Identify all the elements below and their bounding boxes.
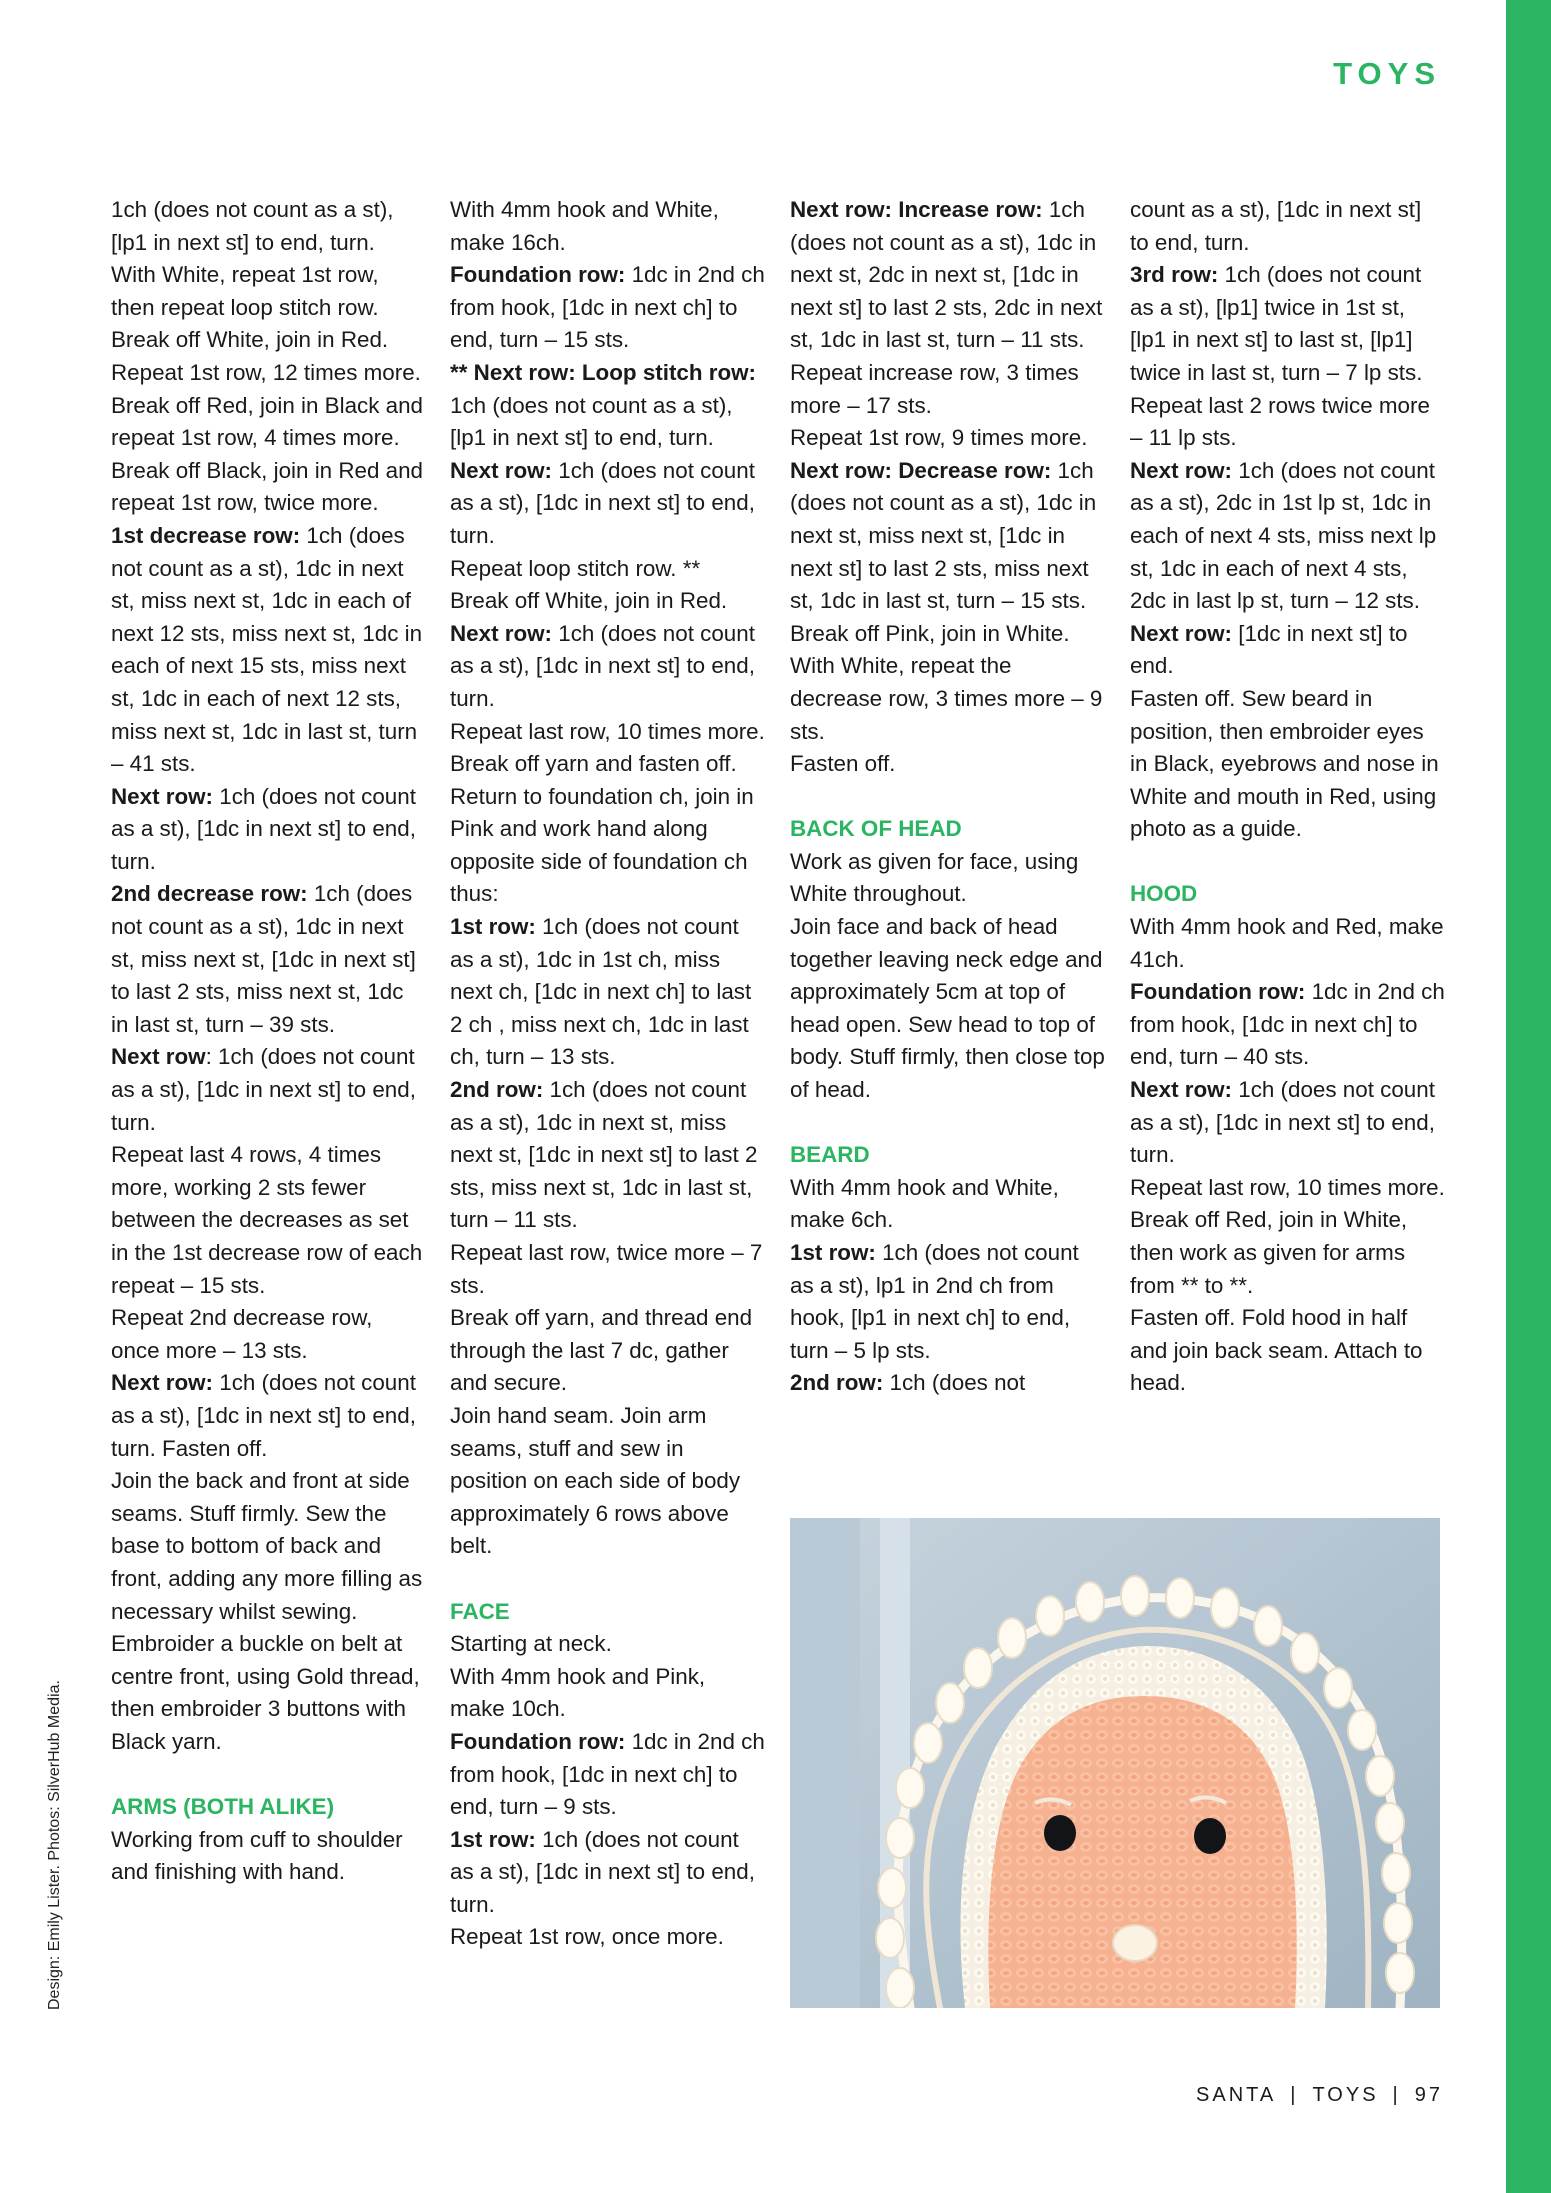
paragraph: Break off Red, join in White, then work as given for arms from ** to **. [1130, 1207, 1408, 1298]
paragraph: Starting at neck. [450, 1631, 612, 1657]
row-label: Next row: [1130, 1077, 1233, 1103]
paragraph: With 4mm hook and White, make 16ch. [450, 197, 719, 255]
row-label: Foundation row: [450, 262, 626, 288]
row-label: Next row: [1130, 620, 1233, 646]
paragraph: Return to foundation ch, join in Pink and work hand along opposite side of foundation ch thus: [450, 783, 754, 907]
instruction-row: Next row: 1ch (does not count as a st), [1dc in next st] to end, turn. [111, 783, 416, 874]
footer-separator: | [1392, 2084, 1401, 2106]
paragraph: Working from cuff to shoulder and finishing with hand. [111, 1826, 403, 1885]
paragraph: Fasten off. Fold hood in half and join back seam. Attach to head. [1130, 1305, 1423, 1396]
paragraph: With White, repeat the decrease row, 3 times more – 9 sts. [790, 653, 1103, 744]
paragraph: Break off White, join in Red. [450, 588, 728, 614]
instruction-row: Next row: Increase row: 1ch (does not count as a st), 1dc in next st, 2dc in next st, [1dc in next st] to last 2 sts, 2dc in next st, 1dc in last st, turn – 11 sts. [790, 197, 1103, 353]
paragraph: Repeat last 4 rows, 4 times more, working 2 sts fewer between the decreases as set in the 1st decrease row of each repeat – 15 sts. [111, 1142, 423, 1298]
paragraph: With 4mm hook and Red, make 41ch. [1130, 914, 1444, 972]
text-column-4 [1130, 194, 1446, 1400]
page-footer [1196, 2084, 1443, 2107]
instruction-row: Next row: 1ch (does not count as a st), [1dc in next st] to end, turn. [111, 1044, 416, 1135]
instruction-row: 2nd row: 1ch (does not [790, 1370, 1026, 1396]
subheading-face: FACE [450, 1598, 510, 1624]
instruction-row: Next row: [1dc in next st] to end. [1130, 620, 1408, 679]
paragraph: Join the back and front at side seams. Stuff firmly. Sew the base to bottom of back and front, adding any more filling as necessary whilst sewing. Embroider a buckle on belt at centre front, using Gold thread, then embroider 3 buttons with Black yarn. [111, 1468, 423, 1754]
paragraph: Break off yarn and fasten off. [450, 751, 737, 777]
paragraph: Repeat 1st row, 9 times more. [790, 425, 1088, 451]
instruction-row: Next row: 1ch (does not count as a st), [1dc in next st] to end, turn. [450, 620, 755, 711]
paragraph: Work as given for face, using White throughout. [790, 848, 1079, 907]
text-column-3 [790, 194, 1108, 1400]
row-label: 2nd row: [450, 1077, 544, 1103]
paragraph: With 4mm hook and Pink, make 10ch. [450, 1663, 706, 1722]
instruction-row: Foundation row: 1dc in 2nd ch from hook, [1dc in next ch] to end, turn – 9 sts. [450, 1728, 765, 1820]
paragraph: Repeat 1st row, 12 times more. [111, 359, 421, 385]
subheading-hood: HOOD [1130, 881, 1198, 907]
paragraph: Break off yarn, and thread end through the last 7 dc, gather and secure. [450, 1305, 753, 1396]
instruction-row: 1st row: 1ch (does not count as a st), 1dc in 1st ch, miss next ch, [1dc in next ch] to last 2 ch , miss next ch, 1dc in last ch, turn – 13 sts. [450, 914, 752, 1070]
paragraph: 1ch (does not count as a st), [lp1 in next st] to end, turn. [111, 197, 394, 255]
row-label: 1st row: [450, 914, 536, 940]
instruction-row: Next row: Decrease row: 1ch (does not count as a st), 1dc in next st, miss next st, [1dc in next st] to last 2 sts, miss next st, 1dc in last st, turn – 15 sts. [790, 457, 1097, 614]
subheading-back-of-head: BACK OF HEAD [790, 816, 962, 842]
paragraph: Fasten off. [790, 751, 896, 777]
row-label: 2nd decrease row: [111, 881, 308, 907]
paragraph: Repeat last 2 rows twice more – 11 lp sts. [1130, 392, 1430, 451]
santa-face-photo [790, 1518, 1440, 2008]
text-column-2 [450, 194, 766, 1954]
footer-section: TOYS [1312, 2084, 1379, 2106]
subheading-beard: BEARD [790, 1142, 870, 1168]
paragraph: Break off White, join in Red. [111, 327, 389, 353]
paragraph: Repeat 1st row, once more. [450, 1924, 724, 1950]
paragraph: Repeat last row, 10 times more. [1130, 1174, 1445, 1200]
subheading-arms: ARMS (BOTH ALIKE) [111, 1794, 335, 1820]
row-label: Next row: [450, 620, 553, 646]
paragraph: Repeat 2nd decrease row, once more – 13 sts. [111, 1305, 373, 1363]
paragraph: Repeat increase row, 3 times more – 17 sts. [790, 359, 1079, 418]
row-label: ** Next row: Loop stitch row: [450, 359, 757, 385]
instruction-row: 2nd row: 1ch (does not count as a st), 1dc in next st, miss next st, [1dc in next st] to last 2 sts, miss next st, 1dc in last st, turn – 11 sts. [450, 1077, 758, 1233]
paragraph: Join hand seam. Join arm seams, stuff and sew in position on each side of body approximately 6 rows above belt. [450, 1402, 741, 1559]
paragraph: Fasten off. Sew beard in position, then embroider eyes in Black, eyebrows and nose in White and mouth in Red, using photo as a guide. [1130, 685, 1439, 842]
paragraph: Join face and back of head together leaving neck edge and approximately 5cm at top of head open. Sew head to top of body. Stuff firmly, then close top of head. [790, 914, 1105, 1103]
instruction-row: Next row: 1ch (does not count as a st), [1dc in next st] to end, turn. [450, 457, 755, 548]
instruction-row: Next row: 1ch (does not count as a st), [1dc in next st] to end, turn. Fasten off. [111, 1370, 416, 1461]
paragraph: Repeat loop stitch row. ** [450, 555, 701, 581]
instruction-row: 3rd row: 1ch (does not count as a st), [lp1] twice in 1st st, [lp1 in next st] to last st, [lp1] twice in last st, turn – 7 lp sts. [1130, 262, 1423, 385]
row-label: 1st decrease row: [111, 522, 301, 548]
row-label: 2nd row: [790, 1370, 884, 1396]
instruction-row: ** Next row: Loop stitch row: 1ch (does not count as a st), [lp1 in next st] to end, turn. [450, 359, 757, 451]
instruction-row: 1st row: 1ch (does not count as a st), [1dc in next st] to end, turn. [450, 1826, 755, 1917]
text-column-1 [111, 194, 427, 1889]
instruction-row: Foundation row: 1dc in 2nd ch from hook, [1dc in next ch] to end, turn – 15 sts. [450, 262, 765, 353]
paragraph: Repeat last row, twice more – 7 sts. [450, 1240, 763, 1298]
instruction-row: Next row: 1ch (does not count as a st), [1dc in next st] to end, turn. [1130, 1077, 1435, 1168]
accent-side-bar [1506, 0, 1551, 2193]
row-label: Foundation row: [1130, 979, 1306, 1005]
instruction-row: Next row: 1ch (does not count as a st), 2dc in 1st lp st, 1dc in each of next 4 sts, miss next lp st, 1dc in each of next 4 sts, 2dc in last lp st, turn – 12 sts. [1130, 457, 1437, 614]
row-label: Next row: Increase row: [790, 197, 1043, 222]
row-label: Next row: [450, 457, 553, 483]
footer-separator: | [1290, 2084, 1299, 2106]
paragraph: Repeat last row, 10 times more. [450, 718, 765, 744]
row-label: Next row: Decrease row: [790, 457, 1052, 483]
photo-credit: Design: Emily Lister. Photos: SilverHub Media. [46, 1680, 63, 2010]
instruction-row: 2nd decrease row: 1ch (does not count as a st), 1dc in next st, miss next st, [1dc in next st] to last 2 sts, miss next st, 1dc in last st, turn – 39 sts. [111, 881, 416, 1037]
row-label: Foundation row: [450, 1728, 626, 1754]
row-label: Next row: [111, 783, 214, 809]
instruction-row: 1st decrease row: 1ch (does not count as a st), 1dc in next st, miss next st, 1dc in each of next 12 sts, miss next st, 1dc in each of next 15 sts, miss next st, 1dc in each of next 12 sts, miss next st, 1dc in last st, turn – 41 sts. [111, 522, 423, 777]
section-header: TOYS [1333, 56, 1441, 91]
row-label: 3rd row: [1130, 262, 1219, 288]
row-label: Next row: [111, 1370, 214, 1396]
row-label: 1st row: [450, 1826, 536, 1852]
paragraph: count as a st), [1dc in next st] to end, turn. [1130, 197, 1422, 255]
paragraph: Break off Pink, join in White. [790, 620, 1070, 646]
paragraph: Break off Red, join in Black and repeat 1st row, 4 times more. [111, 392, 423, 451]
row-label: Next row [111, 1044, 206, 1070]
instruction-row: 1st row: 1ch (does not count as a st), lp1 in 2nd ch from hook, [lp1 in next ch] to end, turn – 5 lp sts. [790, 1240, 1079, 1363]
paragraph: Break off Black, join in Red and repeat 1st row, twice more. [111, 457, 423, 516]
footer-magazine: SANTA [1196, 2084, 1277, 2106]
instruction-row: Foundation row: 1dc in 2nd ch from hook, [1dc in next ch] to end, turn – 40 sts. [1130, 979, 1445, 1070]
row-label: 1st row: [790, 1240, 876, 1265]
paragraph: With White, repeat 1st row, then repeat loop stitch row. [111, 262, 379, 320]
paragraph: With 4mm hook and White, make 6ch. [790, 1174, 1059, 1233]
page-number: 97 [1414, 2084, 1443, 2106]
row-label: Next row: [1130, 457, 1233, 483]
